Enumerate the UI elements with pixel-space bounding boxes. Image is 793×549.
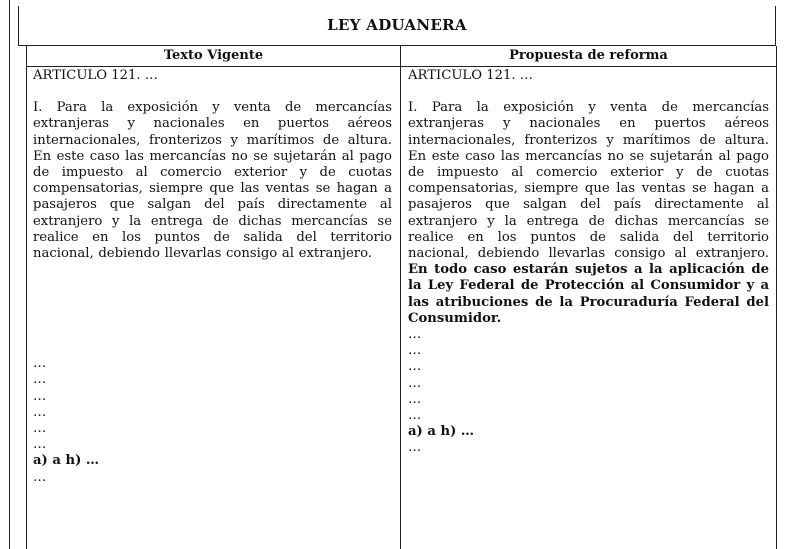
ellipsis-line: … <box>33 372 47 388</box>
ellipsis-line: … <box>408 375 422 391</box>
ellipsis-line: … <box>33 437 47 453</box>
article-paragraph-with-addition <box>408 100 769 327</box>
trailing-ellipsis: … <box>33 469 47 485</box>
ellipsis-line: … <box>408 391 422 407</box>
trailing-ellipsis: … <box>408 440 422 456</box>
comparison-table <box>26 46 777 549</box>
ellipsis-line: … <box>408 327 422 343</box>
title-box <box>18 6 776 46</box>
reform-proposal-cell <box>408 68 769 457</box>
ellipsis-line: … <box>408 359 422 375</box>
header-current-text: Texto Vigente <box>163 48 264 63</box>
document-title: LEY ADUANERA <box>327 16 467 34</box>
article-paragraph: I. Para la exposición y venta de mercancías extranjeras y nacionales en puertos aéreos internacionales, fronterizos y marítimos de altura. En este caso las mercancías no se sujetarán al pago de impuesto al comercio exterior y de cuotas compensatorias, siempre que las ventas se hagan a pasajeros que salgan del país directamente al extranjero y la entrega de dichas mercancías se realice en los puntos de salida del territorio nacional, debiendo llevarlas consigo al extranjero. <box>33 100 392 262</box>
ellipsis-line: … <box>33 421 47 437</box>
range-text: a) a h) … <box>33 453 100 469</box>
range-text: a) a h) … <box>408 424 475 440</box>
margin-rule <box>9 0 10 549</box>
ellipsis-line: … <box>33 356 47 372</box>
current-text-cell <box>33 68 392 486</box>
column-divider <box>400 46 401 549</box>
article-heading: ARTICULO 121. … <box>33 68 158 83</box>
ellipsis-line: … <box>33 388 47 404</box>
table-header-row <box>27 46 776 67</box>
article-paragraph: I. Para la exposición y venta de mercancías extranjeras y nacionales en puertos aéreos internacionales, fronterizos y marítimos de altura. En este caso las mercancías no se sujetarán al pago de impuesto al comercio exterior y de cuotas compensatorias, siempre que las ventas se hagan a pasajeros que salgan del país directamente al extranjero y la entrega de dichas mercancías se realice en los puntos de salida del territorio nacional, debiendo llevarlas consigo al extranjero. <box>408 100 769 262</box>
ellipsis-line: … <box>408 343 422 359</box>
header-reform-proposal: Propuesta de reforma <box>509 48 668 63</box>
ellipsis-line: … <box>33 404 47 420</box>
ellipsis-line: … <box>408 408 422 424</box>
article-heading: ARTICULO 121. … <box>408 68 533 83</box>
added-reform-text: En todo caso estarán sujetos a la aplicación de la Ley Federal de Protección al Consumidor y a las atribuciones de la Procuraduría Federal del Consumidor. <box>408 262 769 326</box>
